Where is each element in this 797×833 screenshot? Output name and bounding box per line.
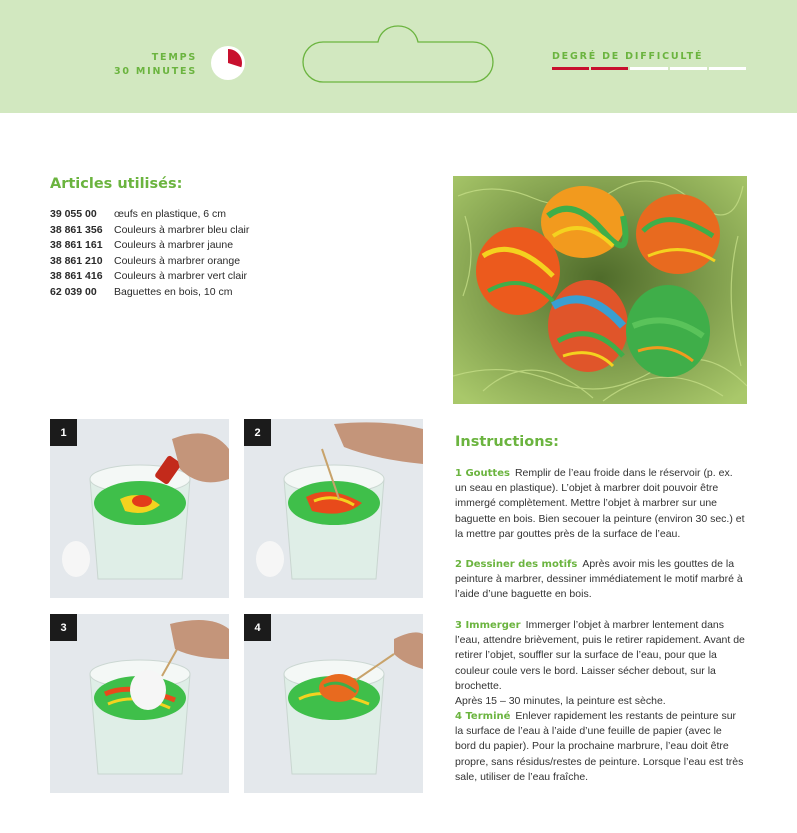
step-heading: 2 Dessiner des motifs [455, 559, 578, 570]
step-body: Après avoir mis les gouttes de la peinture à marbrer, dessiner immédiatement le motif marbré à l’aide d’une baguette en bois. [455, 558, 743, 601]
article-code: 38 861 161 [50, 239, 103, 251]
timer-icon [210, 45, 246, 81]
step-number-badge: 1 [50, 419, 77, 446]
instruction-step-2 [455, 557, 745, 603]
article-row [50, 207, 249, 223]
header-band [0, 0, 797, 113]
step-body: Remplir de l’eau froide dans le réservoir (p. ex. un seau en plastique). L’objet à marbrer doit pouvoir être immergé complètement. Mettre l’objet à marbrer sur une baguette en bois. Bien secouer la peinture (environ 30 sec.) et la mettre par gouttes près de la surface de l’eau. [455, 467, 745, 540]
difficulty-segment [591, 67, 628, 70]
article-row [50, 285, 249, 301]
step-body: Immerger l’objet à marbrer lentement dans l’eau, attendre brièvement, puis le retirer rapidement. Avant de retirer l’objet, souffler sur la surface de l’eau, pour que la couleur coule vers le bord. Laisser sécher debout, sur la brochette. [455, 619, 745, 692]
step-number-badge: 4 [244, 614, 271, 641]
articles-title: Articles utilisés: [50, 176, 183, 192]
difficulty-segment [630, 67, 667, 70]
step-number-badge: 3 [50, 614, 77, 641]
article-row [50, 269, 249, 285]
article-row [50, 223, 249, 239]
time-label [114, 51, 197, 79]
instruction-step-3 [455, 618, 745, 709]
difficulty-label: DEGRÉ DE DIFFICULTÉ [552, 51, 704, 62]
step-photo-3 [50, 614, 229, 793]
article-name: œufs en plastique, 6 cm [114, 208, 227, 220]
step-number-badge: 2 [244, 419, 271, 446]
instruction-step-1 [455, 466, 745, 542]
step-heading: 4 Terminé [455, 711, 511, 722]
article-code: 62 039 00 [50, 285, 97, 298]
article-code: 38 861 210 [50, 254, 103, 267]
time-value: 30 MINUTES [114, 66, 197, 77]
step-heading: 1 Gouttes [455, 468, 510, 479]
article-code: 38 861 356 [50, 223, 103, 236]
article-name: Couleurs à marbrer bleu clair [114, 223, 250, 236]
article-name: Couleurs à marbrer vert clair [114, 270, 248, 282]
difficulty-segment [670, 67, 707, 70]
article-name: Couleurs à marbrer orange [114, 254, 241, 267]
step-heading: 3 Immerger [455, 620, 521, 631]
step-photo-2 [244, 419, 423, 598]
article-row [50, 238, 249, 254]
step-photo-1 [50, 419, 229, 598]
step-note: Après 15 – 30 minutes, la peinture est sèche. [455, 695, 666, 708]
marbled-eggs-photo [453, 176, 747, 404]
articles-list [50, 207, 249, 300]
step-photo-4 [244, 614, 423, 793]
article-name: Baguettes en bois, 10 cm [114, 285, 233, 298]
difficulty-rating-bar [552, 67, 746, 70]
article-name: Couleurs à marbrer jaune [114, 239, 234, 251]
article-row [50, 254, 249, 270]
instruction-step-4 [455, 709, 745, 785]
difficulty-segment [552, 67, 589, 70]
time-label-title: TEMPS [151, 52, 197, 63]
difficulty-segment [709, 67, 746, 70]
instructions-title: Instructions: [455, 434, 559, 450]
empty-label-tab [302, 24, 494, 86]
article-code: 38 861 416 [50, 270, 103, 282]
article-code: 39 055 00 [50, 208, 97, 220]
step-body: Enlever rapidement les restants de peinture sur la surface de l’eau à l’aide d’une feuille de papier (avec le bord du papier). Pour la prochaine marbrure, l’eau doit être propre, sans résidus/restes de peinture. Lorsque l’eau est très sale, utiliser de l’eau fraîche. [455, 710, 744, 783]
